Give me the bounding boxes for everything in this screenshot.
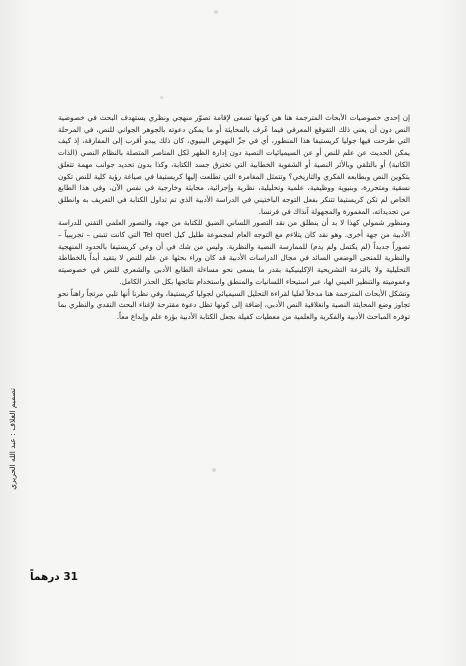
cover-design-credit: تصميم الغلاف : عبد الله الحريري xyxy=(8,388,17,490)
paper-spot xyxy=(212,468,216,472)
paragraph: ومنظور شمولي كهذا لا بد أن ينطلق من نقد التصور اللساني الضيق للكتابة من جهة، والتصور العلمي التقني للدراسة الأدبية من جهة أخرى. وهو نقد كان يتلاءم مع التوجه العام لمجموعة طليل كيل Tel quel التي كانت تتبنى – تجريبياً – تصوراً جديداً (لم يكتمل ولم يدم) للممارسة النصية والنظرية. وليس من شك في أن وعي كريستيفا بالحدود المنهجية والنظرية للمنحى الوضعي السائد في مجال الدراسات الأدبية قد كان وراء بحثها عن علم للنص لا يتقيد أبداً بالخطاطة التحليلية ولا بالنزعة التشريحية الإكلينيكية بقدر ما يسعى نحو مساءلة الطابع الأدبي والشعري للنص في خصوصيته وعموميته والتنظير العيني لها، عبر استيحاء اللسانيات والمنطق واستخدام نتائجها بكل الحذر الكامل. xyxy=(58,218,410,286)
article-body xyxy=(58,112,410,323)
paragraph: وتشكل الأبحاث المترجمة هنا مدخلاً لعليا لقراءة التحليل السيميائي لجوليا كريستيفا، وفي نظرنا أنها تلبي مرتجاً راهناً نحو تجاوز وضع المحايثة النصية وانغلاقية النص الأدبي، إضافة إلى كونها تظل دعوة مقترحة لإغناء البحث النقدي والنظري بما توفره المباحث الأدبية والفكرية والعلمية من معطيات كفيلة بجعل الكتابة الأدبية بؤرة علم وإبداع معاً. xyxy=(58,288,410,321)
paper-spot xyxy=(160,96,163,99)
paragraph: إن إحدى خصوصيات الأبحاث المترجمة هنا هي كونها تسعى لإقامة تصوّر منهجي ونظري يستهدف البحث في خصوصية النص دون أن يعني ذلك التقوقع المعرفي فيما عُرف بالمحايثة أو ما يمكن دعوته بالجوهر الجواني للنص، في المرحلة التي طرحت فيها جوليا كريستيفا هذا المنظور، أي في جزّ النهوض البنيوي، كان ذلك يبدو أقرب إلى المفارقة، إذ كيف يمكن الحديث عن علم للنص أو عن السيميائيات النصية دون إدارة الظهر لكل المناصر المتصلة بالنظام النصي (الذات الكاتبة) أو بالتلقي وبالأثر النصية أو الشفوية الخطابية التي تخترق جسد الكتابة، وكذا بدون تحديد جوانب مهمة تتعلق بتكوين النص وبطابعه الفكري والتاريخي؟ وتتمثل المغامرة التي تطلعت إليها كريستيفا في صياغة رؤية كلية للنص تكون نسقية ومتحررة، وبنيوية ووظيفية، علمية وتحليلية، نظرية وإجرائية، محايثة وخارجية في نفس الآن، وفي هذا الطابع الخاص لم تكن كريستيفا تتنكر بفعل التوجه الباختيني في الدراسة الأدبية الذي تم تداول الكتابة في التعريف به وانطلق من تجديداته، المغمورة والمجهولة آنذاك في فرنسا. xyxy=(58,113,410,216)
price-label: 31 درهماً xyxy=(30,571,78,583)
paper-spot xyxy=(214,10,218,14)
